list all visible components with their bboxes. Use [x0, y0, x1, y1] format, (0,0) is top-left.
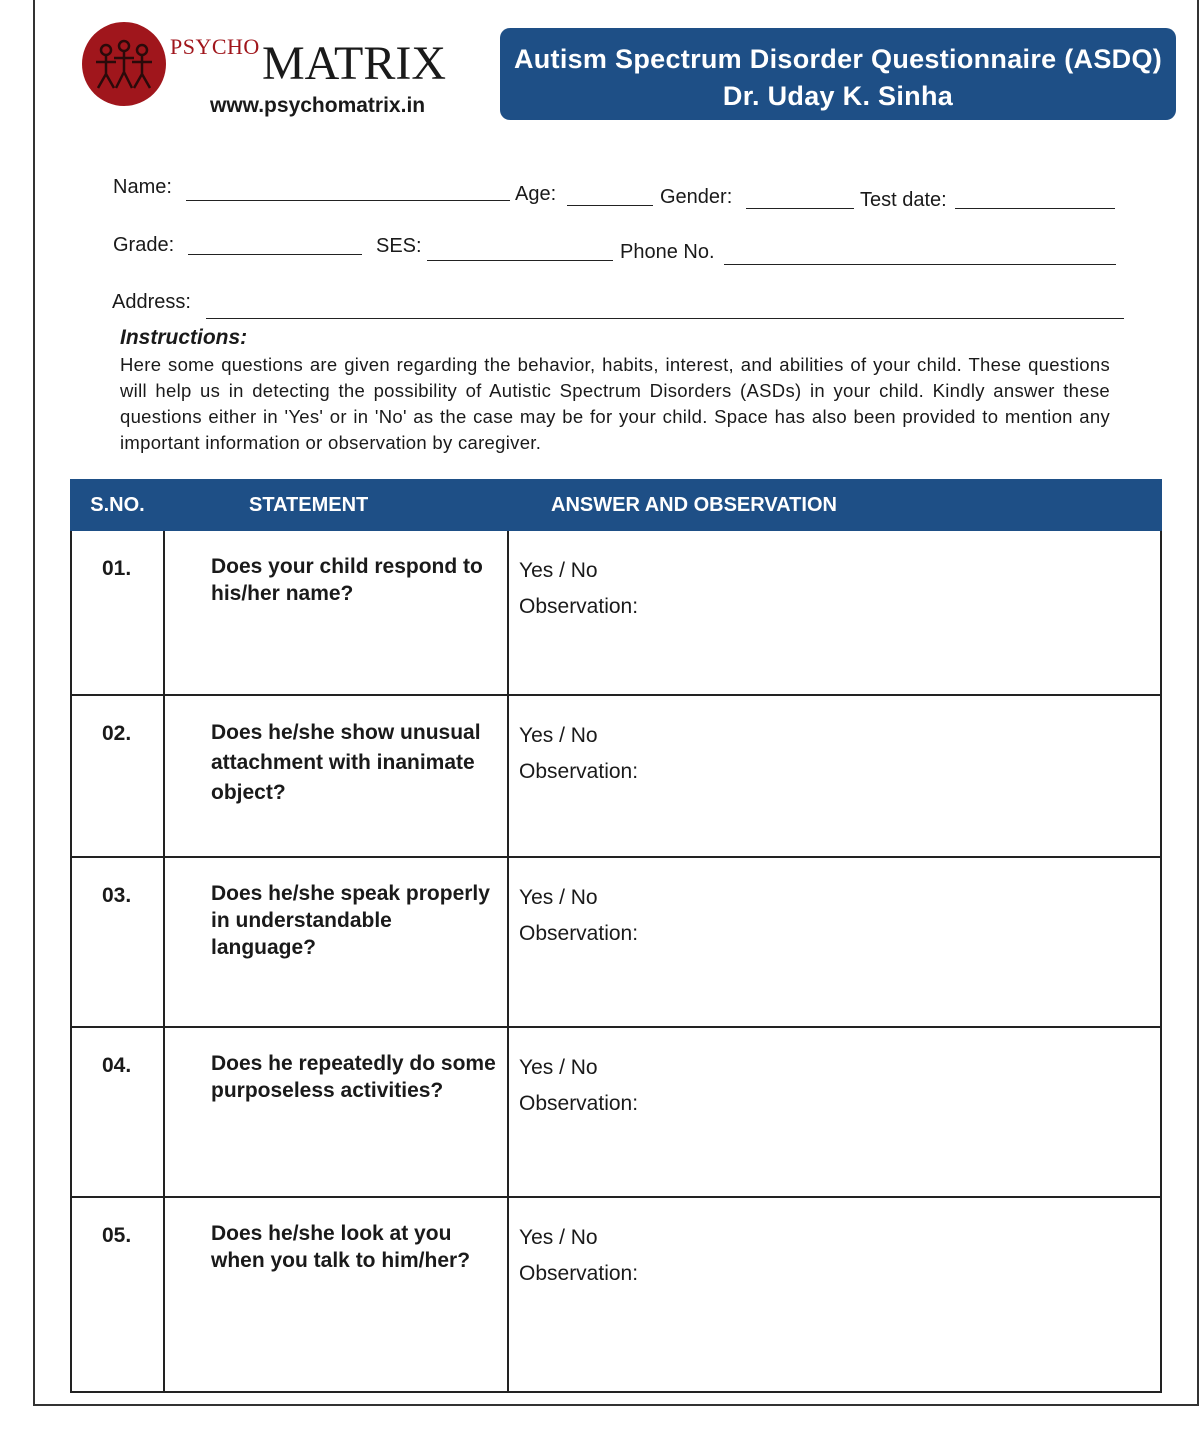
table-header-row [71, 480, 1161, 530]
row-statement: Does he/she speak properly in understandable language? [164, 857, 508, 1027]
age-label: Age: [515, 183, 557, 205]
address-label: Address: [112, 291, 191, 313]
row-statement: Does he/she show unusual attachment with inanimate object? [164, 695, 508, 857]
logo-emblem-icon [82, 22, 166, 106]
yes-no-label: Yes / No [519, 559, 598, 582]
logo-matrix-text: MATRIX [262, 37, 447, 90]
row-number: 01. [71, 530, 164, 695]
gender-label: Gender: [660, 186, 733, 208]
name-field[interactable] [186, 200, 510, 201]
website-url: www.psychomatrix.in [210, 94, 426, 117]
instructions-text: Here some questions are given regarding the behavior, habits, interest, and abilities of your child. These questions will help us in detecting the possibility of Autistic Spectrum Disorders (ASDs) in your child. Kindly answer these questions either in 'Yes' or in 'No' as the case may be for your child. Space has also been provided to mention any important information or observation by caregiver. [120, 354, 1110, 453]
row-number: 04. [71, 1027, 164, 1197]
gender-field[interactable] [746, 208, 854, 209]
observation-label: Observation: [519, 1092, 639, 1115]
yes-no-label: Yes / No [519, 1056, 598, 1079]
age-field[interactable] [567, 205, 653, 206]
grade-field[interactable] [188, 254, 362, 255]
questionnaire-table [70, 479, 1162, 1393]
document-author: Dr. Uday K. Sinha [722, 81, 954, 111]
observation-label: Observation: [519, 922, 639, 945]
yes-no-label: Yes / No [519, 886, 598, 909]
row-statement: Does your child respond to his/her name? [164, 530, 508, 695]
row-statement: Does he/she look at you when you talk to him/her? [164, 1197, 508, 1392]
answer-cell[interactable] [508, 1197, 1161, 1392]
psychomatrix-logo [72, 14, 472, 124]
answer-cell[interactable] [508, 695, 1161, 857]
grade-label: Grade: [113, 234, 175, 256]
observation-label: Observation: [519, 595, 639, 618]
table-row [71, 1027, 1161, 1197]
address-field[interactable] [206, 318, 1124, 319]
phone-field[interactable] [724, 264, 1116, 265]
ses-field[interactable] [427, 260, 613, 261]
observation-label: Observation: [519, 760, 639, 783]
table-row [71, 857, 1161, 1027]
header-sno: S.NO. [71, 480, 164, 530]
row-number: 05. [71, 1197, 164, 1392]
observation-label: Observation: [519, 1262, 639, 1285]
name-label: Name: [113, 176, 172, 198]
table-row [71, 530, 1161, 695]
answer-cell[interactable] [508, 530, 1161, 695]
row-number: 03. [71, 857, 164, 1027]
test-date-label: Test date: [860, 189, 947, 211]
ses-label: SES: [376, 235, 422, 257]
row-number: 02. [71, 695, 164, 857]
logo-psycho-text: PSYCHO [170, 34, 260, 59]
answer-cell[interactable] [508, 857, 1161, 1027]
test-date-field[interactable] [955, 208, 1115, 209]
table-row [71, 1197, 1161, 1392]
yes-no-label: Yes / No [519, 724, 598, 747]
instructions-heading: Instructions: [120, 326, 248, 349]
header-statement: STATEMENT [164, 480, 508, 530]
answer-cell[interactable] [508, 1027, 1161, 1197]
document-title: Autism Spectrum Disorder Questionnaire (ASDQ) [513, 44, 1163, 74]
header-answer: ANSWER AND OBSERVATION [508, 480, 1161, 530]
yes-no-label: Yes / No [519, 1226, 598, 1249]
table-row [71, 695, 1161, 857]
phone-label: Phone No. [620, 241, 715, 263]
title-banner [500, 28, 1176, 120]
row-statement: Does he repeatedly do some purposeless activities? [164, 1027, 508, 1197]
